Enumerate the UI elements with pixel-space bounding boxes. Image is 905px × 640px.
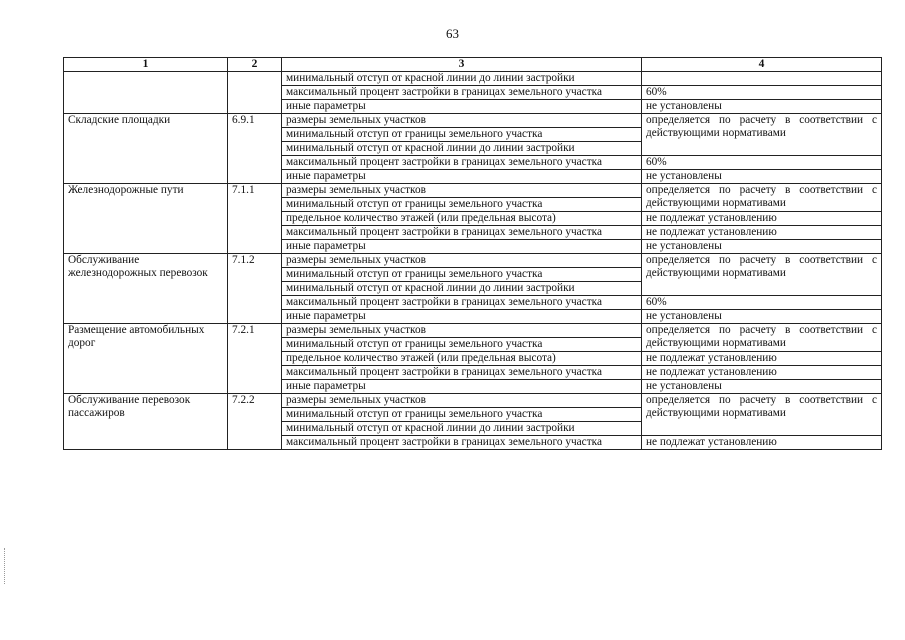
merged-value-cell: определяется по расчету в соответствии с действующими нормативами: [642, 394, 882, 436]
param-cell: предельное количество этажей (или предельная высота): [282, 212, 642, 226]
column-header-1: 1: [64, 58, 228, 72]
param-cell: иные параметры: [282, 240, 642, 254]
value-cell: не подлежат установлению: [642, 366, 882, 380]
param-cell: иные параметры: [282, 380, 642, 394]
param-cell: максимальный процент застройки в границах земельного участка: [282, 366, 642, 380]
param-cell: минимальный отступ от границы земельного участка: [282, 198, 642, 212]
param-cell: минимальный отступ от границы земельного участка: [282, 338, 642, 352]
zone-name-cell: Размещение автомобильных дорог: [64, 324, 228, 394]
param-cell: минимальный отступ от границы земельного участка: [282, 128, 642, 142]
zone-name-cell: Обслуживание перевозок пассажиров: [64, 394, 228, 450]
value-cell: не установлены: [642, 310, 882, 324]
zone-code-cell: 7.2.1: [228, 324, 282, 394]
zone-name-cell: Железнодорожные пути: [64, 184, 228, 254]
zone-code-cell: 7.1.2: [228, 254, 282, 324]
table-row: [64, 184, 882, 198]
param-cell: размеры земельных участков: [282, 394, 642, 408]
value-cell: не установлены: [642, 100, 882, 114]
value-cell: не подлежат установлению: [642, 226, 882, 240]
param-cell: размеры земельных участков: [282, 184, 642, 198]
scan-margin-mark: [4, 548, 11, 584]
table-row: [64, 324, 882, 338]
value-cell: не подлежат установлению: [642, 352, 882, 366]
param-cell: минимальный отступ от границы земельного участка: [282, 268, 642, 282]
merged-value-cell: определяется по расчету в соответствии с действующими нормативами: [642, 184, 882, 212]
merged-value-cell: определяется по расчету в соответствии с действующими нормативами: [642, 114, 882, 156]
param-cell: иные параметры: [282, 170, 642, 184]
param-cell: минимальный отступ от границы земельного участка: [282, 408, 642, 422]
column-header-2: 2: [228, 58, 282, 72]
table-row: [64, 72, 882, 86]
value-cell: 60%: [642, 86, 882, 100]
zone-name-cell: [64, 72, 228, 114]
value-cell: 60%: [642, 296, 882, 310]
column-header-3: 3: [282, 58, 642, 72]
value-cell: не установлены: [642, 170, 882, 184]
table-row: [64, 394, 882, 408]
param-cell: максимальный процент застройки в границах земельного участка: [282, 436, 642, 450]
value-cell: 60%: [642, 156, 882, 170]
param-cell: максимальный процент застройки в границах земельного участка: [282, 156, 642, 170]
zone-code-cell: 6.9.1: [228, 114, 282, 184]
param-cell: максимальный процент застройки в границах земельного участка: [282, 296, 642, 310]
param-cell: предельное количество этажей (или предельная высота): [282, 352, 642, 366]
land-use-parameters-table: [63, 57, 882, 450]
zone-code-cell: 7.2.2: [228, 394, 282, 450]
zone-code-cell: 7.1.1: [228, 184, 282, 254]
table-header-row: [64, 58, 882, 72]
param-cell: минимальный отступ от красной линии до линии застройки: [282, 282, 642, 296]
page-number: 63: [446, 26, 459, 41]
param-cell: иные параметры: [282, 310, 642, 324]
param-cell: минимальный отступ от красной линии до линии застройки: [282, 72, 642, 86]
param-cell: размеры земельных участков: [282, 254, 642, 268]
value-cell: не подлежат установлению: [642, 212, 882, 226]
table-row: [64, 114, 882, 128]
zone-name-cell: Складские площадки: [64, 114, 228, 184]
param-cell: размеры земельных участков: [282, 324, 642, 338]
param-cell: минимальный отступ от красной линии до линии застройки: [282, 142, 642, 156]
value-cell: не установлены: [642, 240, 882, 254]
param-cell: иные параметры: [282, 100, 642, 114]
table-row: [64, 254, 882, 268]
merged-value-cell: определяется по расчету в соответствии с действующими нормативами: [642, 254, 882, 296]
zone-code-cell: [228, 72, 282, 114]
merged-value-cell: определяется по расчету в соответствии с действующими нормативами: [642, 324, 882, 352]
param-cell: максимальный процент застройки в границах земельного участка: [282, 86, 642, 100]
column-header-4: 4: [642, 58, 882, 72]
value-cell: [642, 72, 882, 86]
param-cell: максимальный процент застройки в границах земельного участка: [282, 226, 642, 240]
value-cell: не установлены: [642, 380, 882, 394]
param-cell: минимальный отступ от красной линии до линии застройки: [282, 422, 642, 436]
zone-name-cell: Обслуживание железнодорожных перевозок: [64, 254, 228, 324]
value-cell: не подлежат установлению: [642, 436, 882, 450]
param-cell: размеры земельных участков: [282, 114, 642, 128]
